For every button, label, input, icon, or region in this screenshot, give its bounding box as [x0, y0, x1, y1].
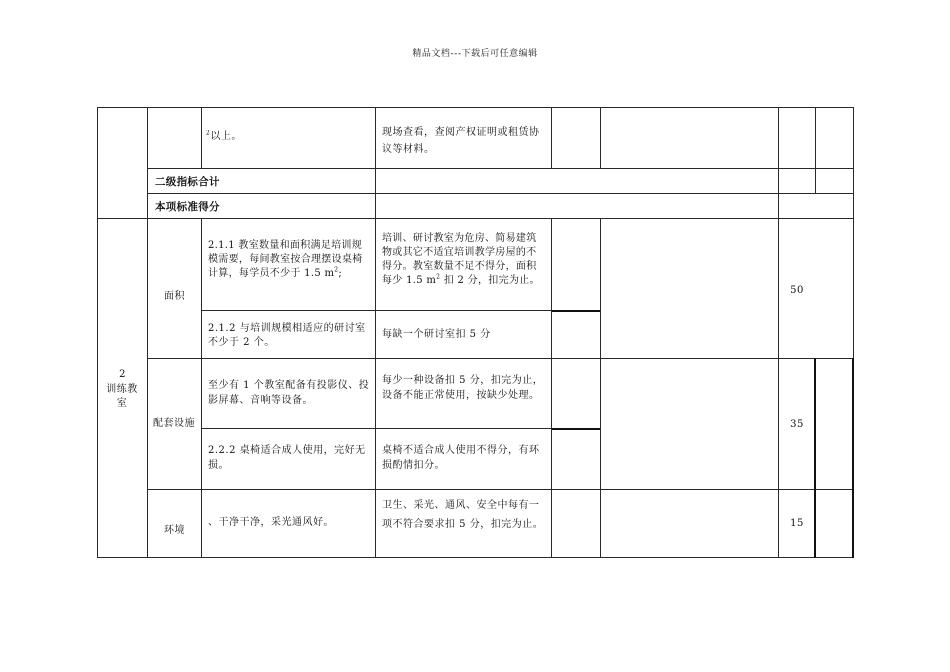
v-line-2b	[201, 218, 202, 558]
item-score-label: 本项标准得分	[155, 201, 220, 213]
h-line-bottom	[97, 557, 854, 558]
h-line-equip-mid	[201, 428, 600, 429]
h-line-3	[97, 218, 854, 219]
environment-deduction: 卫生、采光、通风、安全中每有一项不符合要求扣 5 分，扣完为止。	[382, 500, 544, 530]
h-line-5	[147, 489, 854, 490]
area-deduction-1	[378, 232, 550, 288]
area-req1-post: ;	[338, 268, 343, 279]
v-line-8-thick	[852, 358, 854, 558]
h-line-4	[147, 358, 854, 359]
environment-score: 15	[790, 518, 804, 529]
v-line-4a	[551, 107, 552, 169]
environment-requirement: 、干净干净，采光通风好。	[208, 517, 334, 528]
v-line-4b	[551, 218, 552, 558]
top-area-superscript: 2	[206, 130, 211, 137]
equipment-score: 35	[790, 419, 804, 430]
level2-total-label: 二级指标合计	[155, 176, 220, 188]
section-number: 2	[119, 369, 126, 380]
area-req1-text: 2.1.1 教室数量和面积满足培训规模需要，每间教室按合理摆设桌椅计算，每学员不少于 1.5 m	[208, 240, 363, 279]
area-ded1-sup: 2	[436, 273, 441, 281]
equipment-requirement-1: 至少有 1 个教室配备有投影仪、投影屏幕、音响等设备。	[208, 380, 370, 406]
equipment-label: 配套设施	[153, 418, 195, 429]
h-line-top	[97, 107, 854, 108]
h-line-area-mid-thick	[551, 310, 600, 312]
page-header: 精品文档---下载后可任意编辑	[412, 49, 538, 59]
top-area-value: 以上。	[210, 131, 242, 142]
v-line-6b	[778, 218, 779, 558]
h-line-1	[147, 168, 854, 169]
top-area-text	[202, 130, 374, 144]
top-method-text: 现场查看，查阅产权证明或租赁协议等材料。	[382, 127, 540, 155]
area-req1-sup: 2	[334, 266, 339, 274]
area-ded1-post: 扣 2 分，扣完为止。	[440, 275, 540, 286]
area-ded1-text: 培训、研讨教室为危房、简易建筑物或其它不适宜培训教学房屋的不得分。教室数量不足不得分，面积每少 1.5 m	[382, 233, 537, 286]
area-requirement-2: 2.1.2 与培训规模相适应的研讨室不少于 2 个。	[208, 323, 366, 348]
area-score: 50	[790, 285, 804, 296]
area-requirement-1	[204, 239, 374, 281]
v-line-7	[815, 107, 816, 194]
v-line-0	[97, 107, 98, 558]
v-line-5a	[600, 107, 601, 169]
equipment-deduction-1: 每少一种设备扣 5 分，扣完为止，设备不能正常使用，按缺少处理。	[382, 375, 544, 401]
h-line-2	[147, 193, 854, 194]
h-line-area-mid	[201, 310, 600, 311]
v-line-5b	[600, 218, 601, 558]
environment-label: 环境	[164, 525, 185, 536]
equipment-requirement-2: 2.2.2 桌椅适合成人使用，完好无损。	[208, 445, 366, 471]
section-name: 训练教室	[106, 384, 138, 409]
area-label: 面积	[164, 291, 185, 302]
v-line-6a	[778, 107, 779, 219]
h-line-equip-mid-thick	[551, 428, 600, 430]
area-deduction-2: 每缺一个研讨室扣 5 分	[382, 329, 491, 340]
equipment-deduction-2: 桌椅不适合成人使用不得分，有环损酌情扣分。	[382, 445, 540, 471]
v-line-3	[375, 107, 376, 558]
v-line-1	[147, 107, 148, 558]
